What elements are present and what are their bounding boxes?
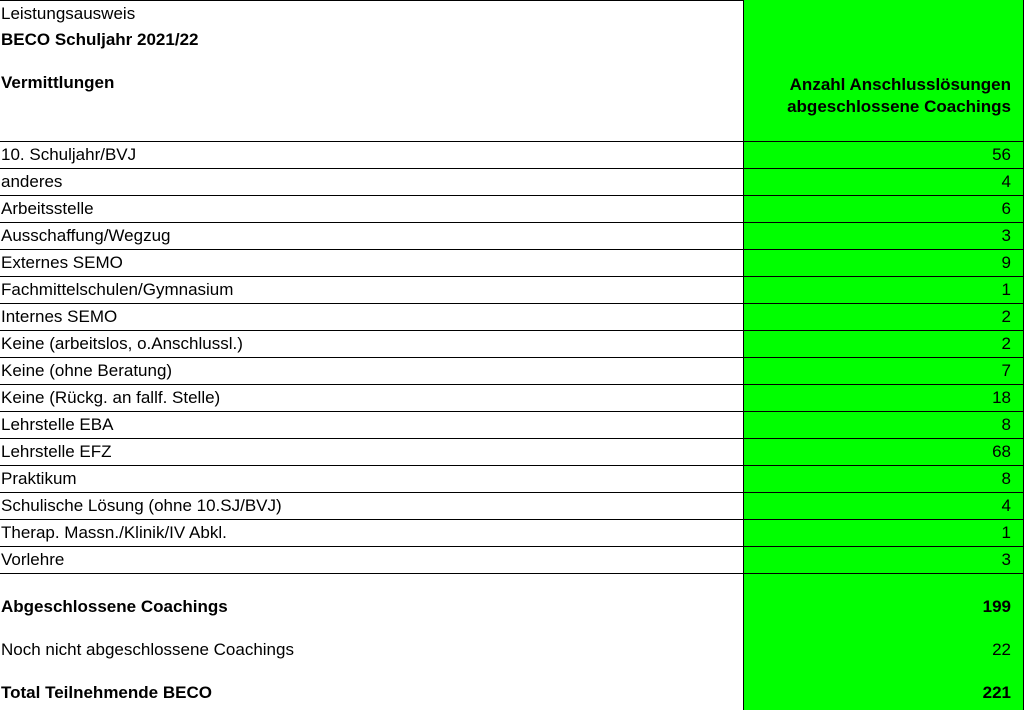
row-value: 7 (1001, 361, 1011, 380)
row-label: Externes SEMO (1, 253, 123, 272)
table-row (0, 330, 1024, 357)
open-label: Noch nicht abgeschlossene Coachings (1, 640, 294, 659)
data-rows (0, 141, 1024, 574)
row-value: 4 (1001, 172, 1011, 191)
row-label: Lehrstelle EFZ (1, 442, 112, 461)
row-value: 68 (992, 442, 1011, 461)
table-row (0, 168, 1024, 195)
open-value: 22 (992, 640, 1011, 659)
table-row (0, 249, 1024, 276)
column-header-line2: abgeschlossene Coachings (787, 97, 1011, 116)
table-row (0, 303, 1024, 330)
row-label: Lehrstelle EBA (1, 415, 114, 434)
row-value: 1 (1001, 523, 1011, 542)
table-row (0, 384, 1024, 411)
section-label: Vermittlungen (1, 73, 115, 92)
table-row (0, 465, 1024, 492)
completed-row (0, 595, 1024, 619)
row-label: Vorlehre (1, 550, 65, 569)
row-value: 6 (1001, 199, 1011, 218)
row-value: 8 (1001, 415, 1011, 434)
row-label: 10. Schuljahr/BVJ (1, 145, 137, 164)
row-value: 18 (992, 388, 1011, 407)
column-header-line1: Anzahl Anschlusslösungen (789, 75, 1011, 94)
table-row (0, 195, 1024, 222)
row-label: Keine (arbeitslos, o.Anschlussl.) (1, 334, 243, 353)
row-value: 3 (1001, 550, 1011, 569)
table-row (0, 519, 1024, 546)
row-label: Keine (ohne Beratung) (1, 361, 173, 380)
top-border (0, 0, 743, 1)
row-label: Internes SEMO (1, 307, 118, 326)
row-label: Schulische Lösung (ohne 10.SJ/BVJ) (1, 496, 282, 515)
row-value: 1 (1001, 280, 1011, 299)
report-subtitle: BECO Schuljahr 2021/22 (1, 30, 199, 49)
row-label: Ausschaffung/Wegzug (1, 226, 171, 245)
total-row (0, 681, 1024, 705)
table-row (0, 492, 1024, 519)
completed-value: 199 (982, 597, 1011, 616)
row-label: Fachmittelschulen/Gymnasium (1, 280, 234, 299)
row-value: 56 (992, 145, 1011, 164)
row-label: Praktikum (1, 469, 77, 488)
row-label: Keine (Rückg. an fallf. Stelle) (1, 388, 221, 407)
total-label: Total Teilnehmende BECO (1, 683, 212, 702)
row-value: 3 (1001, 226, 1011, 245)
table-row (0, 411, 1024, 438)
row-value: 8 (1001, 469, 1011, 488)
row-value: 2 (1001, 334, 1011, 353)
row-value: 9 (1001, 253, 1011, 272)
row-value: 4 (1001, 496, 1011, 515)
table-row (0, 546, 1024, 574)
table-row (0, 438, 1024, 465)
table-row (0, 141, 1024, 168)
report-title: Leistungsausweis (1, 4, 136, 23)
open-row (0, 638, 1024, 662)
completed-label: Abgeschlossene Coachings (1, 597, 228, 616)
column-header (787, 74, 1011, 118)
total-value: 221 (982, 683, 1011, 702)
row-label: Therap. Massn./Klinik/IV Abkl. (1, 523, 227, 542)
table-row (0, 222, 1024, 249)
table-row (0, 276, 1024, 303)
row-label: anderes (1, 172, 63, 191)
table-row (0, 357, 1024, 384)
row-value: 2 (1001, 307, 1011, 326)
row-label: Arbeitsstelle (1, 199, 94, 218)
